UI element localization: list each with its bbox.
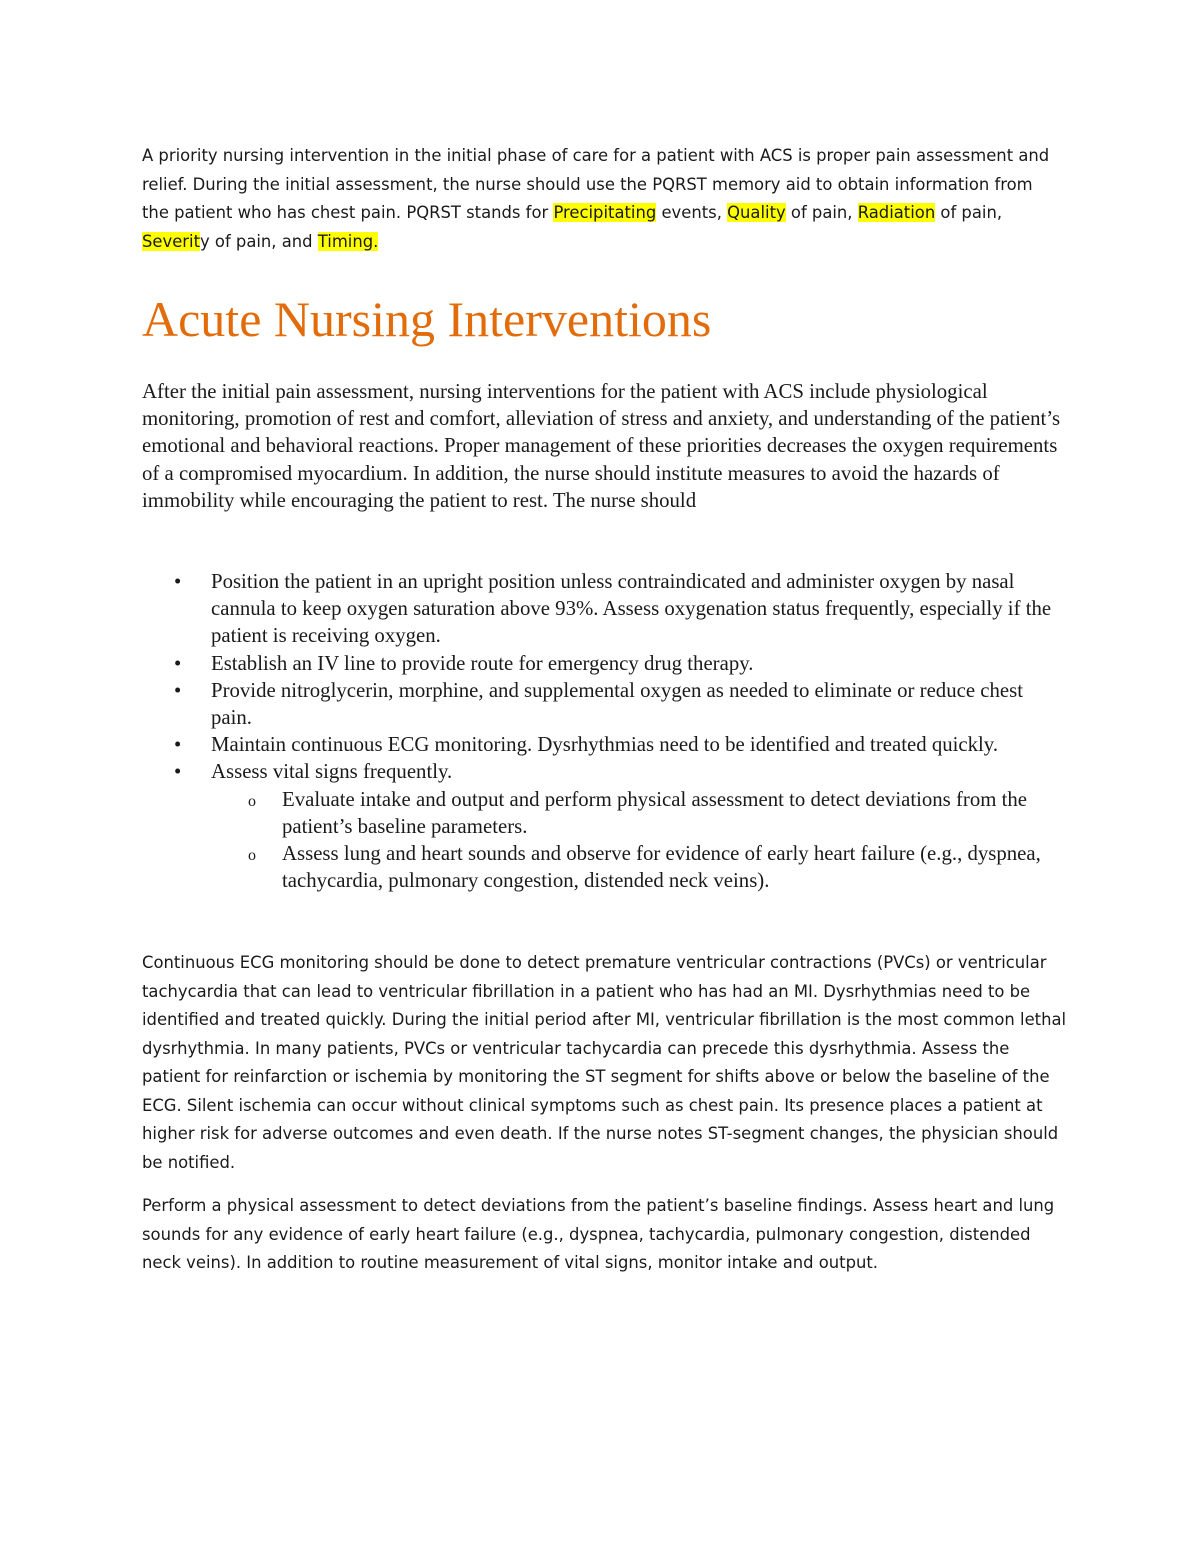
bullet-icon: • xyxy=(174,678,182,702)
intro-text-4: of pain, xyxy=(935,203,1003,222)
section-heading: Acute Nursing Interventions xyxy=(142,291,712,347)
intro-paragraph xyxy=(142,142,1062,256)
list-item xyxy=(142,650,1067,677)
highlight-radiation: Radiation xyxy=(857,203,936,222)
list-item-text: Assess vital signs frequently. xyxy=(211,760,453,784)
highlight-severity: Severit xyxy=(142,231,200,251)
highlight-quality: Quality xyxy=(727,203,786,222)
sub-bullet-icon: o xyxy=(248,847,256,865)
list-item xyxy=(142,731,1067,758)
sub-list-item xyxy=(211,786,1067,840)
intro-text-1: A priority nursing intervention in the initial phase of care for a patient with ACS is proper pain assessment and relief. During the initial assessment, the nurse should use the PQRST memory aid to obtain information from the patient who has chest pain. PQRST stands for xyxy=(142,146,1050,222)
list-item xyxy=(142,758,1067,894)
list-item-text: Establish an IV line to provide route for emergency drug therapy. xyxy=(211,651,754,675)
intro-text-5: y of pain, and xyxy=(200,231,318,251)
list-item xyxy=(142,677,1067,731)
ecg-monitoring-paragraph: Continuous ECG monitoring should be done to detect premature ventricular contractions (PVCs) or ventricular tachycardia that can lead to ventricular fibrillation in a patient who has had an MI. Dysrhythmias need to be identified and treated quickly. During the initial period after MI, ventricular fibrillation is the most common lethal dysrhythmia. In many patients, PVCs or ventricular tachycardia can precede this dysrhythmia. Assess the patient for reinfarction or ischemia by monitoring the ST segment for shifts above or below the baseline of the ECG. Silent ischemia can occur without clinical symptoms such as chest pain. Its presence places a patient at higher risk for adverse outcomes and even death. If the nurse notes ST-segment changes, the physician should be notified. xyxy=(142,953,1067,1172)
bullet-icon: • xyxy=(174,733,182,757)
intro-text-2: events, xyxy=(656,203,728,222)
highlight-timing: Timing. xyxy=(317,231,379,251)
list-item-text: Maintain continuous ECG monitoring. Dysrhythmias need to be identified and treated quickly. xyxy=(211,733,999,757)
sub-list-item xyxy=(211,840,1067,894)
bullet-icon: • xyxy=(174,760,182,784)
sub-list xyxy=(211,786,1067,895)
intervention-list xyxy=(142,568,1067,894)
sub-list-item-text: Evaluate intake and output and perform physical assessment to detect deviations from the patient’s baseline parameters. xyxy=(282,787,1028,838)
bullet-icon: • xyxy=(174,570,182,593)
intro-text-3: of pain, xyxy=(785,203,858,222)
sub-bullet-icon: o xyxy=(248,792,256,810)
physical-assessment-paragraph: Perform a physical assessment to detect deviations from the patient’s baseline findings. Assess heart and lung sounds for any evidence of early heart failure (e.g., dyspnea, tachycardia, pulmonary congestion, distended neck veins). In addition to routine measurement of vital signs, monitor intake and output. xyxy=(142,1196,1055,1272)
list-item-text: Position the patient in an upright position unless contraindicated and administer oxygen by nasal cannula to keep oxygen saturation above 93%. Assess oxygenation status frequently, especially if the patient is receiving oxygen. xyxy=(211,570,1052,648)
body-paragraph: After the initial pain assessment, nursing interventions for the patient with ACS include physiological monitoring, promotion of rest and comfort, alleviation of stress and anxiety, and understanding of the patient’s emotional and behavioral reactions. Proper management of these priorities decreases the oxygen requirements of a compromised myocardium. In addition, the nurse should institute measures to avoid the hazards of immobility while encouraging the patient to rest. The nurse should xyxy=(142,380,1061,512)
bullet-icon: • xyxy=(174,651,182,675)
sub-list-item-text: Assess lung and heart sounds and observe for evidence of early heart failure (e.g., dyspnea, tachycardia, pulmonary congestion, distended neck veins). xyxy=(282,842,1041,893)
highlight-precipitating: Precipitating xyxy=(553,203,657,222)
list-item xyxy=(142,568,1067,650)
list-item-text: Provide nitroglycerin, morphine, and supplemental oxygen as needed to eliminate or reduce chest pain. xyxy=(211,678,1023,730)
